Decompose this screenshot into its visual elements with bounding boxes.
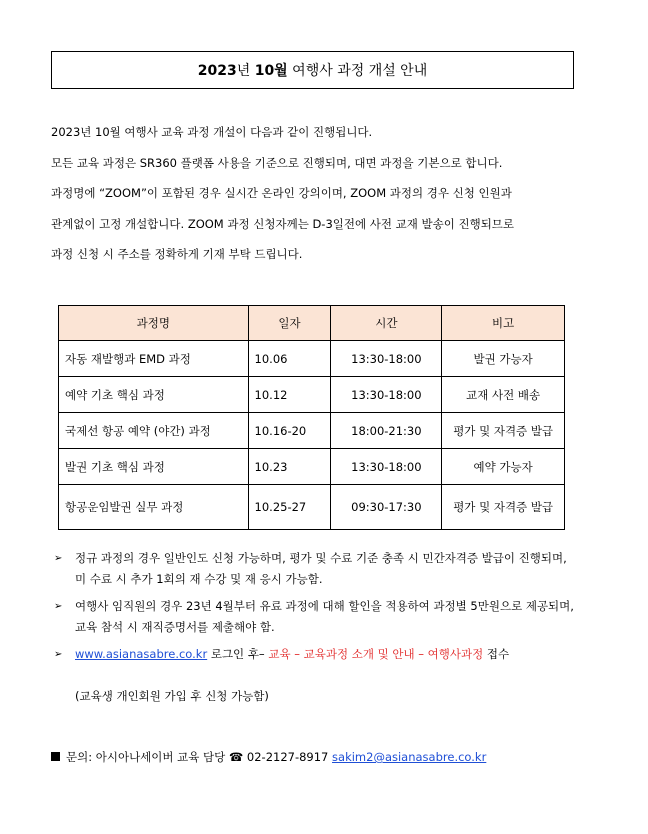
cell-time: 13:30-18:00 <box>331 341 442 377</box>
cell-course-name: 발권 기초 핵심 과정 <box>59 449 249 485</box>
course-table <box>58 305 565 530</box>
menu-path-text: 교육 – 교육과정 소개 및 안내 – 여행사과정 <box>268 647 484 661</box>
cell-date: 10.23 <box>248 449 331 485</box>
contact-footer <box>51 749 486 765</box>
table-row <box>59 413 565 449</box>
notes-list <box>54 548 575 671</box>
arrow-bullet-icon: ➢ <box>54 649 63 660</box>
header-note: 비고 <box>442 306 565 341</box>
table-row <box>59 449 565 485</box>
cell-note: 교재 사전 배송 <box>442 377 565 413</box>
square-bullet-icon <box>51 752 60 761</box>
intro-line: 과정 신청 시 주소를 정확하게 기재 부탁 드립니다. <box>51 247 303 261</box>
header-date: 일자 <box>248 306 331 341</box>
intro-line: 과정명에 “ZOOM”이 포함된 경우 실시간 온라인 강의이며, ZOOM 과정의 경우 신청 인원과 <box>51 186 512 200</box>
note-text: 접수 <box>483 647 510 661</box>
note-subtext: (교육생 개인회원 가입 후 신청 가능함) <box>75 689 269 703</box>
cell-time: 13:30-18:00 <box>331 377 442 413</box>
cell-time: 09:30-17:30 <box>331 485 442 530</box>
note-item <box>54 548 575 590</box>
table-row <box>59 341 565 377</box>
intro-line: 관계없이 고정 개설합니다. ZOOM 과정 신청자께는 D-3일전에 사전 교재 발송이 진행되므로 <box>51 216 515 231</box>
cell-date: 10.12 <box>248 377 331 413</box>
title-suffix: 여행사 과정 개설 안내 <box>287 63 428 79</box>
intro-line: 모든 교육 과정은 SR360 플랫폼 사용을 기준으로 진행되며, 대면 과정을 기본으로 합니다. <box>51 155 503 170</box>
cell-time: 18:00-21:30 <box>331 413 442 449</box>
header-time: 시간 <box>331 306 442 341</box>
intro-line: 2023년 10월 여행사 교육 과정 개설이 다음과 같이 진행됩니다. <box>51 125 373 139</box>
cell-note: 발권 가능자 <box>442 341 565 377</box>
cell-course-name: 국제선 항공 예약 (야간) 과정 <box>59 413 249 449</box>
title-month: 10월 <box>254 63 288 79</box>
page-title <box>51 51 574 89</box>
table-row <box>59 377 565 413</box>
cell-date: 10.16-20 <box>248 413 331 449</box>
website-link[interactable]: www.asianasabre.co.kr <box>75 647 208 661</box>
contact-email-link[interactable]: sakim2@asianasabre.co.kr <box>332 750 487 764</box>
note-text: 로그인 후– <box>207 647 269 661</box>
contact-phone: 02-2127-8917 <box>243 750 333 764</box>
cell-course-name: 자동 재발행과 EMD 과정 <box>59 341 249 377</box>
table-row <box>59 485 565 530</box>
title-year-suffix: 년 <box>236 63 255 79</box>
cell-date: 10.25-27 <box>248 485 331 530</box>
arrow-bullet-icon: ➢ <box>54 601 63 612</box>
note-text: 여행사 임직원의 경우 23년 4월부터 유료 과정에 대해 할인을 적용하여 과정별 5만원으로 제공되며, 교육 참석 시 재직증명서를 제출해야 함. <box>75 599 574 634</box>
note-item <box>54 644 575 665</box>
cell-course-name: 항공운임발권 실무 과정 <box>59 485 249 530</box>
note-item <box>54 596 575 638</box>
intro-text <box>51 117 581 270</box>
cell-note: 평가 및 자격증 발급 <box>442 413 565 449</box>
cell-note: 예약 가능자 <box>442 449 565 485</box>
cell-note: 평가 및 자격증 발급 <box>442 485 565 530</box>
header-course-name: 과정명 <box>59 306 249 341</box>
table-header-row <box>59 306 565 341</box>
arrow-bullet-icon: ➢ <box>54 553 63 564</box>
cell-course-name: 예약 기초 핵심 과정 <box>59 377 249 413</box>
title-year: 2023 <box>197 63 237 79</box>
cell-date: 10.06 <box>248 341 331 377</box>
cell-time: 13:30-18:00 <box>331 449 442 485</box>
contact-label: 문의: 아시아나세이버 교육 담당 <box>66 750 229 764</box>
note-text: 정규 과정의 경우 일반인도 신청 가능하며, 평가 및 수료 기준 충족 시 민간자격증 발급이 진행되며, 미 수료 시 추가 1회의 재 수강 및 재 응시 가능함. <box>75 551 567 586</box>
phone-icon: ☎ <box>228 750 244 764</box>
